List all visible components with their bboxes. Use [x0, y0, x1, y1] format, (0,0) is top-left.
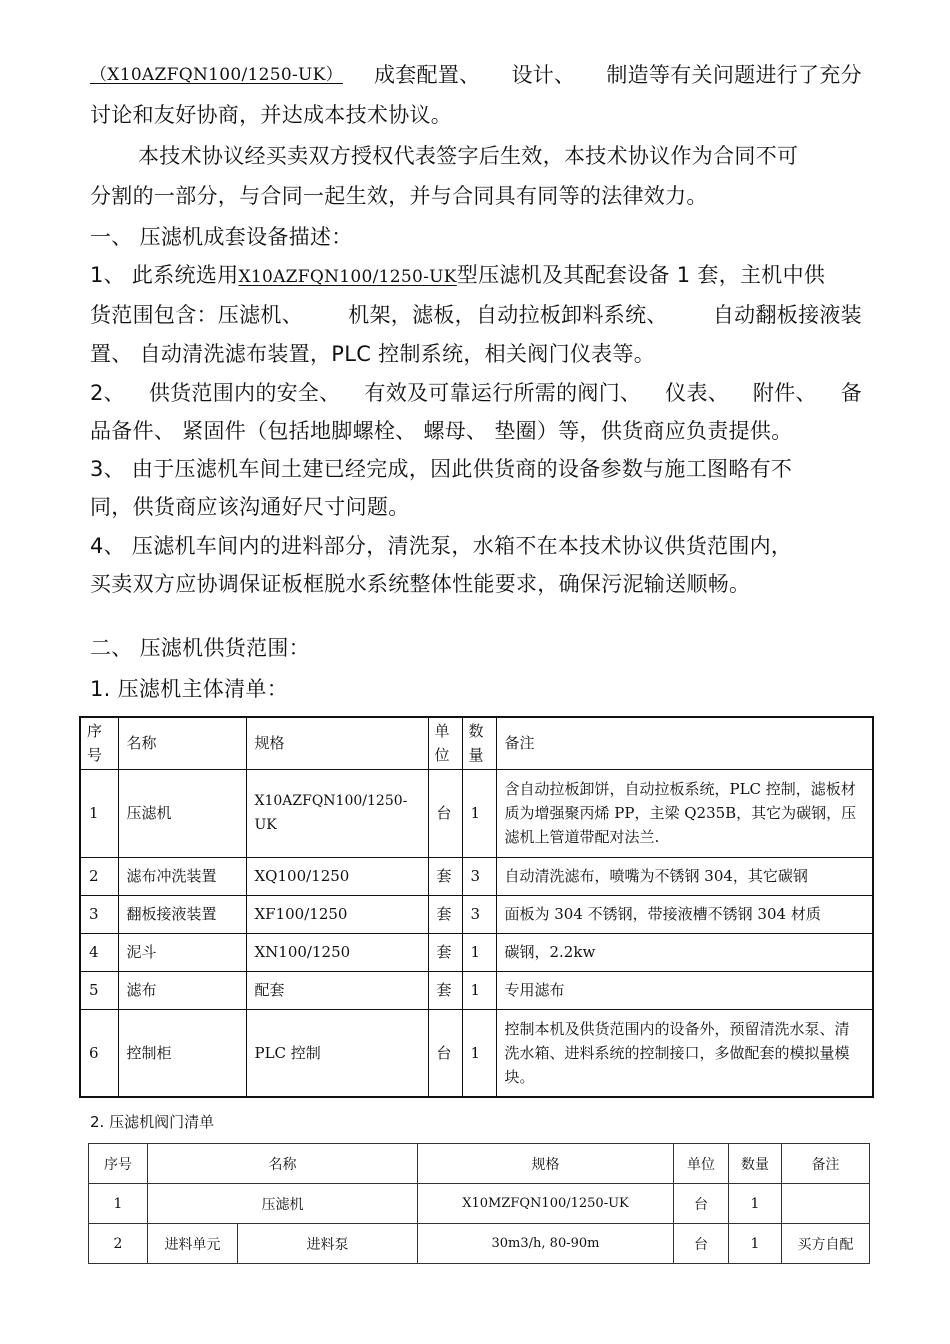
cell-remark: 面板为 304 不锈钢，带接液槽不锈钢 304 材质: [496, 895, 873, 933]
model-code: X10AZFQN100/1250-UK: [238, 267, 457, 287]
cell-index: 6: [80, 1009, 118, 1097]
cell-remark: 含自动拉板卸饼，自动拉板系统，PLC 控制，滤板材质为增强聚丙烯 PP，主梁 Q235B，其它为碳钢，压滤机上管道带配对法兰.: [496, 769, 873, 857]
header-cell: 数量: [462, 717, 496, 769]
cell-spec: 配套: [246, 971, 428, 1009]
cell-qty: 1: [462, 769, 496, 857]
cell-group: 进料单元: [148, 1224, 238, 1264]
cell-name: 控制柜: [118, 1009, 246, 1097]
header-cell: 名称: [118, 717, 246, 769]
cell-unit: 台: [428, 1009, 462, 1097]
header-cell: 数量: [729, 1144, 782, 1184]
cell-name: 压滤机: [118, 769, 246, 857]
item3-line1: 3、 由于压滤机车间土建已经完成，因此供货商的设备参数与施工图略有不: [90, 457, 793, 481]
text-fragment: 2、: [90, 381, 125, 405]
cell-name: 泥斗: [118, 933, 246, 971]
cell-remark: 自动清洗滤布，喷嘴为不锈钢 304，其它碳钢: [496, 857, 873, 895]
cell-remark: 买方自配: [782, 1224, 870, 1264]
table-row: [80, 971, 873, 1009]
cell-index: 5: [80, 971, 118, 1009]
cell-spec: X10AZFQN100/1250-UK: [246, 769, 428, 857]
text-fragment: 自动翻板接液装: [712, 303, 862, 327]
cell-name: 翻板接液装置: [118, 895, 246, 933]
cell-name: 滤布: [118, 971, 246, 1009]
section-heading-1: 一、 压滤机成套设备描述：: [90, 225, 353, 249]
text-fragment: 附件、: [752, 381, 817, 405]
text-fragment: 仪表、: [665, 381, 730, 405]
text-fragment: 1、 此系统选用: [90, 263, 239, 287]
text-fragment: 型压滤机及其配套设备 1 套，主机中供: [456, 263, 826, 287]
cell-index: 2: [80, 857, 118, 895]
item3-line2: 同，供货商应该沟通好尺寸问题。: [90, 495, 410, 519]
text-fragment: 成套配置、: [373, 63, 481, 87]
cell-unit: 套: [428, 857, 462, 895]
para1-line2: 讨论和友好协商，并达成本技术协议。: [90, 103, 453, 127]
cell-spec: PLC 控制: [246, 1009, 428, 1097]
valve-list-table: [88, 1143, 870, 1264]
cell-spec: 30m3/h, 80-90m: [418, 1224, 674, 1264]
header-cell: 规格: [246, 717, 428, 769]
cell-spec: XF100/1250: [246, 895, 428, 933]
header-cell: 单位: [428, 717, 462, 769]
cell-index: 2: [89, 1224, 148, 1264]
model-code: （X10AZFQN100/1250-UK）: [90, 65, 343, 85]
text-fragment: 机架，滤板，自动拉板卸料系统、: [348, 303, 668, 327]
item1-line1: [90, 260, 862, 292]
cell-qty: 1: [462, 933, 496, 971]
table-row: [80, 933, 873, 971]
cell-unit: 台: [674, 1224, 729, 1264]
cell-unit: 套: [428, 971, 462, 1009]
cell-index: 4: [80, 933, 118, 971]
cell-spec: X10MZFQN100/1250-UK: [418, 1184, 674, 1224]
cell-qty: 1: [462, 971, 496, 1009]
text-fragment: 货范围包含：压滤机、: [90, 303, 303, 327]
header-cell: 备注: [782, 1144, 870, 1184]
cell-name: 进料泵: [238, 1224, 418, 1264]
item1-line3: 置、 自动清洗滤布装置，PLC 控制系统，相关阀门仪表等。: [90, 342, 656, 366]
cell-name: 压滤机: [148, 1184, 418, 1224]
header-cell: 序号: [89, 1144, 148, 1184]
table-row: [80, 1009, 873, 1097]
item1-line2: [90, 300, 862, 330]
cell-remark: 碳钢，2.2kw: [496, 933, 873, 971]
cell-unit: 台: [674, 1184, 729, 1224]
table-row: [80, 857, 873, 895]
cell-qty: 1: [729, 1184, 782, 1224]
item4-line2: 买卖双方应协调保证板框脱水系统整体性能要求，确保污泥输送顺畅。: [90, 572, 751, 596]
header-cell: 名称: [148, 1144, 418, 1184]
cell-index: 1: [89, 1184, 148, 1224]
cell-spec: XQ100/1250: [246, 857, 428, 895]
cell-index: 3: [80, 895, 118, 933]
para2-line2: 分割的一部分，与合同一起生效，并与合同具有同等的法律效力。: [90, 184, 708, 208]
para1-line1: [90, 60, 862, 90]
item2-line2: 品备件、 紧固件（包括地脚螺栓、 螺母、 垫圈）等，供货商应负责提供。: [90, 419, 793, 443]
text-fragment: 备: [840, 381, 862, 405]
item4-line1: 4、 压滤机车间内的进料部分，清洗泵，水箱不在本技术协议供货范围内，: [90, 534, 793, 558]
cell-remark: [782, 1184, 870, 1224]
cell-qty: 1: [729, 1224, 782, 1264]
table-header-row: [80, 717, 873, 769]
table-row: [80, 895, 873, 933]
cell-remark: 控制本机及供货范围内的设备外，预留清洗水泵、清洗水箱、进料系统的控制接口，多做配套的模拟量模块。: [496, 1009, 873, 1097]
text-fragment: 有效及可靠运行所需的阀门、: [364, 381, 642, 405]
para2-line1: 本技术协议经买卖双方授权代表签字后生效，本技术协议作为合同不可: [138, 144, 799, 168]
header-cell: 规格: [418, 1144, 674, 1184]
cell-spec: XN100/1250: [246, 933, 428, 971]
table-row: [89, 1224, 870, 1264]
cell-unit: 套: [428, 895, 462, 933]
subheading-main-list: 1. 压滤机主体清单：: [90, 677, 289, 701]
cell-qty: 3: [462, 895, 496, 933]
section-heading-2: 二、 压滤机供货范围：: [90, 636, 310, 660]
header-cell: 单位: [674, 1144, 729, 1184]
table-row: [80, 769, 873, 857]
cell-index: 1: [80, 769, 118, 857]
header-cell: 备注: [496, 717, 873, 769]
item2-line1: [90, 378, 862, 408]
cell-qty: 1: [462, 1009, 496, 1097]
table-header-row: [89, 1144, 870, 1184]
valve-list-caption: 2. 压滤机阀门清单: [90, 1113, 215, 1131]
cell-name: 滤布冲洗装置: [118, 857, 246, 895]
cell-unit: 台: [428, 769, 462, 857]
table-row: [89, 1184, 870, 1224]
text-fragment: 设计、: [511, 63, 576, 87]
header-cell: 序号: [80, 717, 118, 769]
cell-remark: 专用滤布: [496, 971, 873, 1009]
main-equipment-table: [79, 716, 874, 1098]
cell-unit: 套: [428, 933, 462, 971]
text-fragment: 制造等有关问题进行了充分: [606, 63, 862, 87]
cell-qty: 3: [462, 857, 496, 895]
text-fragment: 供货范围内的安全、: [148, 381, 341, 405]
